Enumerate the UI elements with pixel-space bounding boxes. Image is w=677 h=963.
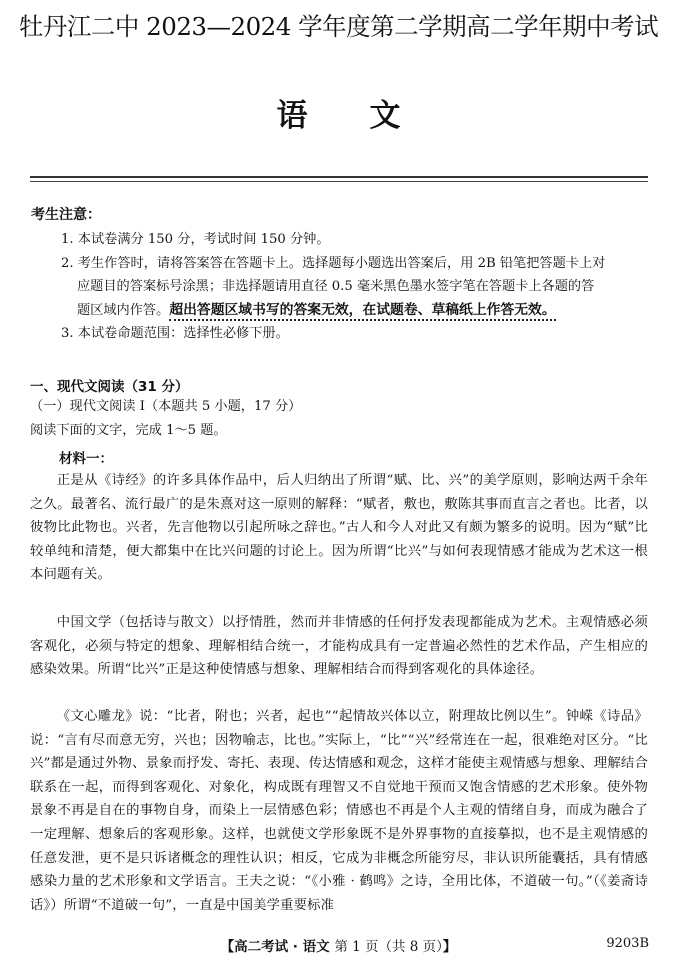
- notice-item-1: 1. 本试卷满分 150 分，考试时间 150 分钟。: [61, 232, 330, 247]
- subsection-heading: （一）现代文阅读 Ⅰ（本题共 5 小题，17 分）: [30, 399, 302, 414]
- paragraph-3: 《文心雕龙》说：“比者，附也；兴者，起也”“起情故兴体以立，附理故比例以生”。钟嵘《诗品》说：“言有尽而意无穷，兴也；因物喻志，比也。”实际上，“比”“兴”经常连在一起，很难绝对区分。“比兴”都是通过外物、景象而抒发、寄托、表现、传达情感和观念，这样才能使主观情感与想象、理解结合联系在一起，而得到客观化、对象化，构成既有理智又不自觉地干预而又饱含情感的艺术形象。使外物景象不再是自在的事物自身，而染上一层情感色彩；情感也不再是个人主观的情绪自身，而成为融合了一定理解、想象后的客观形象。这样，也就使文学形象既不是外界事物的直接摹拟，也不是主观情感的任意发泄，更不是只诉诸概念的理性认识；相反，它成为非概念所能穷尽，非认识所能囊括，具有情感感染力量的艺术形象和文学语言。王夫之说：“《小雅 · 鹤鸣》之诗，全用比体，不道破一句。”（《姜斋诗话》）所谓“不道破一句”，一直是中国美学重要标准: [30, 709, 648, 913]
- notice-item-3: 3. 本试卷命题范围：选择性必修下册。: [61, 326, 289, 341]
- page-footer: [0, 935, 677, 955]
- header-rule-thin: [30, 181, 648, 182]
- footer-close: 】: [442, 939, 457, 955]
- notice-warning-emphasis: 超出答题区域书写的答案无效，在试题卷、草稿纸上作答无效。: [169, 302, 555, 321]
- paragraph-2: 中国文学（包括诗与散文）以抒情胜，然而并非情感的任何抒发表现都能成为艺术。主观情感必须客观化，必须与特定的想象、理解相结合统一，才能构成具有一定普遍必然性的艺术作品，产生相应的感染效果。所谓“比兴”正是这种使情感与想象、理解相结合而得到客观化的具体途径。: [30, 615, 648, 678]
- footer-page-number: 第 1 页（共 8 页）: [334, 939, 443, 955]
- exam-code: 9203B: [606, 936, 649, 951]
- exam-title: 牡丹江二中 2023—2024 学年度第二学期高二学年期中考试: [18, 12, 659, 41]
- notice-item-2-plain-text: 题区域内作答。: [77, 303, 170, 318]
- footer-label: 【高二考试 · 语文: [220, 939, 330, 955]
- material-label: 材料一：: [59, 451, 113, 467]
- notice-heading: 考生注意：: [31, 207, 101, 223]
- notice-item-2-line-1: 2. 考生作答时，请将答案答在答题卡上。选择题每小题选出答案后，用 2B 铅笔把答题卡上对: [61, 256, 606, 271]
- reading-instruction: 阅读下面的文字，完成 1～5 题。: [30, 423, 227, 438]
- section-heading: 一、现代文阅读（31 分）: [30, 379, 189, 395]
- notice-item-2-line-2: 应题目的答案标号涂黑；非选择题请用直径 0.5 毫米黑色墨水签字笔在答题卡上各题的答: [77, 279, 595, 294]
- paragraph-1: 正是从《诗经》的许多具体作品中，后人归纳出了所谓“赋、比、兴”的美学原则，影响达两千余年之久。最著名、流行最广的是朱熹对这一原则的解释：“赋者，敷也，敷陈其事而直言之者也。比者，以彼物比此物也。兴者，先言他物以引起所咏之辞也。”古人和今人对此又有颇为繁多的说明。因为“赋”比较单纯和清楚，便大都集中在比兴问题的讨论上。因为所谓“比兴”与如何表现情感才能成为艺术这一根本问题有关。: [30, 473, 648, 583]
- notice-item-2-line-3: [77, 301, 556, 320]
- header-rule-thick: [30, 176, 648, 178]
- subject-title: 语文: [276, 98, 463, 134]
